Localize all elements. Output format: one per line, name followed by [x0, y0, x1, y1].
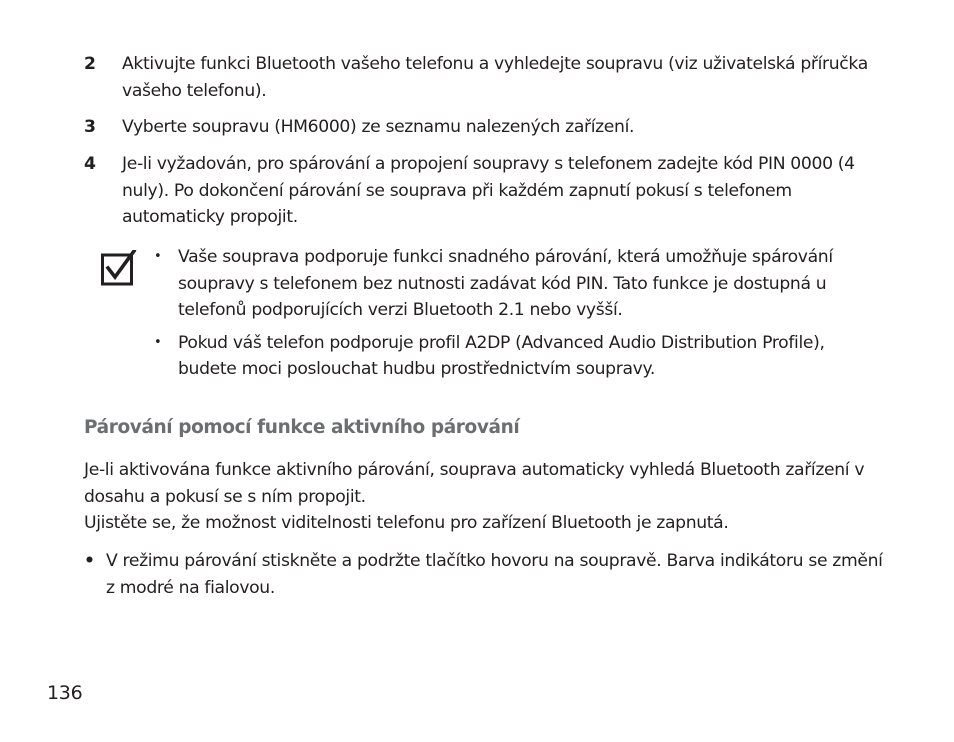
bullet-list — [84, 548, 884, 601]
step-2 — [84, 51, 874, 104]
note-checkbox-icon — [101, 250, 137, 286]
note-list — [152, 244, 852, 389]
step-text: Aktivujte funkci Bluetooth vašeho telefonu a vyhledejte soupravu (viz uživatelská příručka vašeho telefonu). — [122, 54, 868, 101]
step-number: 4 — [84, 154, 96, 174]
bullet-icon: • — [154, 249, 162, 264]
step-number: 3 — [84, 117, 96, 137]
note-text: Pokud váš telefon podporuje profil A2DP (Advanced Audio Distribution Profile), budete moci poslouchat hudbu prostřednictvím soupravy. — [178, 332, 825, 379]
bullet-icon: • — [154, 334, 162, 350]
note-item — [152, 244, 852, 324]
step-4 — [84, 151, 874, 231]
step-text: Vyberte soupravu (HM6000) ze seznamu nalezených zařízení. — [122, 117, 635, 137]
page-number: 136 — [47, 682, 83, 704]
paragraph: Ujistěte se, že možnost viditelnosti telefonu pro zařízení Bluetooth je zapnutá. — [84, 513, 729, 533]
section-intro — [84, 457, 884, 537]
note-item — [152, 330, 852, 383]
paragraph: Je-li aktivována funkce aktivního párování, souprava automaticky vyhledá Bluetooth zařízení v dosahu a pokusí se s ním propojit. — [84, 460, 865, 507]
list-item-text: V režimu párování stiskněte a podržte tlačítko hovoru na soupravě. Barva indikátoru se změní z modré na fialovou. — [106, 551, 883, 598]
section-heading: Párování pomocí funkce aktivního párování — [84, 417, 520, 438]
bullet-icon: • — [84, 551, 95, 571]
step-text: Je-li vyžadován, pro spárování a propojení soupravy s telefonem zadejte kód PIN 0000 (4 nuly). Po dokončení párování se souprava při každém zapnutí pokusí s telefonem automaticky propojit. — [122, 154, 855, 227]
list-item — [84, 548, 884, 601]
note-text: Vaše souprava podporuje funkci snadného párování, která umožňuje spárování soupravy s telefonem bez nutnosti zadávat kód PIN. Tato funkce je dostupná u telefonů podporujících verzi Bluetooth 2.1 nebo vyšší. — [178, 247, 833, 320]
step-number: 2 — [84, 54, 96, 74]
step-3 — [84, 114, 874, 141]
